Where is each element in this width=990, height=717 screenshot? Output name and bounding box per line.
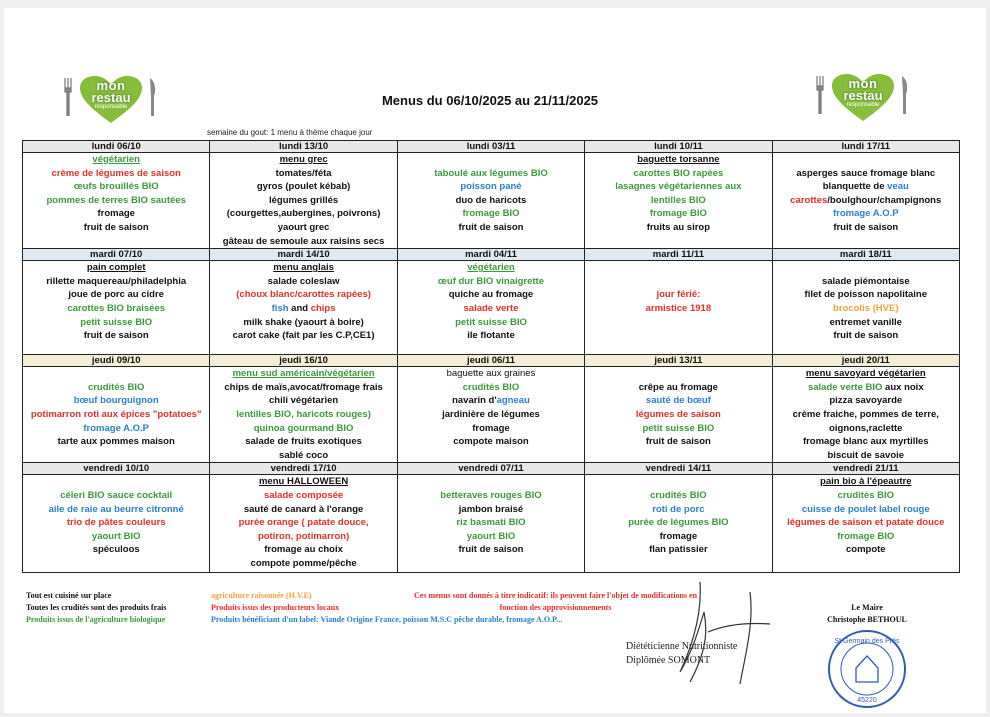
menu-item: roti de porc <box>652 503 705 515</box>
day-label: lundi 03/11 <box>397 141 584 153</box>
menu-item: carot cake (fait par les C.P,CE1) <box>232 330 375 342</box>
logo-right <box>816 74 910 122</box>
menu-item: potimarron roti aux épices "potatoes" <box>30 408 202 420</box>
menu-item: crudités BIO <box>837 489 895 501</box>
menu-item: potiron, potimarron) <box>257 530 350 542</box>
menu-item: fruit de saison <box>458 221 524 233</box>
page-title: Menus du 06/10/2025 au 21/11/2025 <box>381 93 599 108</box>
day-label: vendredi 14/11 <box>585 463 772 475</box>
menu-item: menu grec <box>279 154 328 165</box>
day-menu <box>397 367 584 463</box>
day-label: mardi 07/10 <box>23 249 210 261</box>
menu-item: yaourt grec <box>277 221 330 233</box>
menu-item: fruit de saison <box>833 221 899 233</box>
menu-item: tarte aux pommes maison <box>57 436 175 448</box>
menu-item: armistice 1918 <box>645 302 712 314</box>
menu-item: salade piémontaise <box>821 275 910 287</box>
logo-text-2: restau <box>843 88 883 103</box>
menu-item: cuisse de poulet label rouge <box>801 503 930 515</box>
day-label: mardi 14/10 <box>210 249 397 261</box>
dietitian-name: Diplômée SOMONT <box>626 655 711 666</box>
menu-item <box>774 194 958 208</box>
menu-item-part: navarin d' <box>452 395 497 407</box>
day-menu <box>397 475 584 573</box>
menu-item: quiche au fromage <box>448 289 534 301</box>
menu-item: fromage blanc aux myrtilles <box>802 436 929 448</box>
menu-item: crème fraiche, pommes de terre, <box>792 408 939 420</box>
day-label: mardi 18/11 <box>772 249 959 261</box>
day-menu-row <box>23 475 960 573</box>
menu-item: trio de pâtes couleurs <box>66 517 166 529</box>
legend-line: Toutes les crudités sont des produits frais <box>26 603 167 612</box>
menu-item: fromage BIO <box>649 208 707 220</box>
menu-item: tomates/féta <box>275 167 332 179</box>
legend-line: Produits issus de l'agriculture biologique <box>26 615 166 624</box>
day-menu <box>585 153 772 249</box>
menu-item: menu savoyard végétarien <box>805 368 926 380</box>
menu-item: petit suisse BIO <box>80 316 153 328</box>
day-menu <box>210 367 397 463</box>
menu-item: fromage BIO <box>462 208 520 220</box>
menu-item-part: /boulghour/champignons <box>827 194 942 206</box>
menu-item: fromage A.O.P <box>832 208 899 220</box>
menu-item: brocolis (HVE) <box>833 302 899 314</box>
day-label: mardi 11/11 <box>585 249 772 261</box>
menu-item-part: blanquette de <box>822 181 888 193</box>
menu-item: sauté de bœuf <box>645 395 711 407</box>
menu-item: légumes de saison <box>635 408 721 420</box>
menu-item: légumes grillés <box>269 194 339 206</box>
menu-item: duo de haricots <box>455 194 527 206</box>
menu-item: végétarien <box>467 262 515 274</box>
menu-item: betteraves rouges BIO <box>440 489 542 501</box>
menu-item: compote <box>845 544 886 556</box>
menu-item: fruit de saison <box>83 221 149 233</box>
menu-item <box>399 394 583 408</box>
menu-item: yaourt BIO <box>466 530 516 542</box>
menu-item-part: BIO <box>865 381 883 393</box>
menu-item: jardinière de légumes <box>442 408 540 420</box>
menu-item: asperges sauce fromage blanc <box>796 167 936 179</box>
svg-text:45220: 45220 <box>857 697 877 704</box>
menu-item: gyros (poulet kébab) <box>256 181 351 193</box>
menu-item <box>774 153 958 167</box>
day-header-row <box>23 355 960 367</box>
day-menu <box>23 475 210 573</box>
day-menu <box>210 261 397 355</box>
menu-item: sablé coco <box>279 449 329 461</box>
day-menu <box>210 153 397 249</box>
menu-item: pain complet <box>86 262 146 274</box>
day-menu <box>210 475 397 573</box>
menu-item: biscuit de savoie <box>827 449 905 461</box>
menu-item: végétarien <box>92 154 140 165</box>
day-menu <box>585 261 772 355</box>
day-menu <box>772 367 959 463</box>
menu-item: crème de légumes de saison <box>51 167 181 179</box>
day-header-row <box>23 141 960 153</box>
menu-item: fruit de saison <box>645 436 711 448</box>
menu-item: menu anglais <box>273 262 334 274</box>
menu-item: spéculoos <box>92 544 140 556</box>
menu-item-part: veau <box>887 181 909 193</box>
day-label: jeudi 20/11 <box>772 355 959 367</box>
menu-item: yaourt BIO <box>91 530 141 542</box>
menu-item: fruit de saison <box>833 330 899 342</box>
menu-item: menu HALLOWEEN <box>258 476 349 488</box>
menu-item-part: agneau <box>496 395 530 407</box>
menu-item: rillette maquereau/philadelphia <box>46 275 187 287</box>
menu-item: riz basmati BIO <box>456 517 526 529</box>
day-menu <box>585 367 772 463</box>
menu-item-part: salade verte <box>807 381 866 393</box>
menu-item: bœuf bourguignon <box>73 395 159 407</box>
menu-item: salade de fruits exotiques <box>245 436 362 448</box>
signature <box>650 572 830 692</box>
menu-item: purée de légumes BIO <box>628 517 729 529</box>
day-label: jeudi 09/10 <box>23 355 210 367</box>
menu-item: ile flotante <box>467 330 515 342</box>
day-menu-row <box>23 367 960 463</box>
menu-item: crudités BIO <box>462 381 520 393</box>
menu-item: fromage BIO <box>837 530 895 542</box>
menu-item: entremet vanille <box>829 316 902 328</box>
day-menu <box>772 153 959 249</box>
menu-item <box>774 180 958 194</box>
menu-item <box>24 475 208 489</box>
legend-line: fonction des approvisionnements <box>499 603 612 612</box>
menu-item: aile de raie au beurre citronné <box>48 503 184 515</box>
day-label: lundi 17/11 <box>772 141 959 153</box>
menu-item: fromage <box>97 208 135 220</box>
day-menu <box>23 367 210 463</box>
menu-item: taboulé aux légumes BIO <box>434 167 548 179</box>
menu-item <box>399 475 583 489</box>
day-menu-row <box>23 261 960 355</box>
menu-item <box>586 261 770 275</box>
menu-item: chili végétarien <box>269 395 339 407</box>
menu-item: lasagnes végétariennes aux <box>615 181 742 193</box>
menu-item-part: fish <box>271 302 289 314</box>
menu-item: petit suisse BIO <box>455 316 527 328</box>
page-subtitle: semaine du gout: 1 menu à thème chaque jour <box>207 128 373 137</box>
day-label: lundi 10/11 <box>585 141 772 153</box>
menu-item <box>211 302 395 316</box>
day-label: jeudi 16/10 <box>210 355 397 367</box>
day-label: jeudi 06/11 <box>397 355 584 367</box>
menu-item: salade coleslaw <box>267 275 340 287</box>
menu-item: sauté de canard à l'orange <box>243 503 364 515</box>
menu-item: fromage au choix <box>264 544 343 556</box>
menu-item: baguette torsanne <box>637 154 720 165</box>
menu-item: lentilles BIO <box>650 194 706 206</box>
menu-item-part: aux noix <box>882 381 924 393</box>
day-label: lundi 13/10 <box>210 141 397 153</box>
menu-item: (choux blanc/carottes rapées) <box>236 289 371 301</box>
logo-left <box>64 76 158 124</box>
menu-item: œuf dur BIO vinaigrette <box>437 275 545 287</box>
menu-item-part: carottes <box>790 194 828 206</box>
menu-item: jour férié: <box>656 289 701 301</box>
menu-item-part: chips <box>310 302 336 314</box>
day-label: jeudi 13/11 <box>585 355 772 367</box>
menu-item: fruit de saison <box>458 544 524 556</box>
logo-text-3: responsable <box>94 104 128 110</box>
menu-item <box>774 261 958 275</box>
menu-item: milk shake (yaourt à boire) <box>243 316 364 328</box>
dietitian-title: Diététicienne Nutritionniste <box>626 641 738 652</box>
day-menu <box>585 475 772 573</box>
day-label: vendredi 17/10 <box>210 463 397 475</box>
menu-item: poisson pané <box>460 181 522 193</box>
menu-item: salade verte <box>463 302 519 314</box>
menu-item <box>774 381 958 395</box>
day-menu <box>397 153 584 249</box>
menu-item: carottes BIO braisées <box>67 302 166 314</box>
day-label: vendredi 07/11 <box>397 463 584 475</box>
legend-line: agriculture raisonnée (H.V.E) <box>211 591 312 600</box>
day-label: vendredi 10/10 <box>23 463 210 475</box>
legend-line: Produits bénéficiant d'un label: Viande Origine France, poisson M.S.C pêche durable, fromage A.O.P... <box>211 615 563 624</box>
day-menu <box>397 261 584 355</box>
menu-item: compote maison <box>453 436 529 448</box>
day-header-row <box>23 249 960 261</box>
day-label: vendredi 21/11 <box>772 463 959 475</box>
mayor-title: Le Maire <box>851 603 883 612</box>
menu-item: fromage <box>472 422 510 434</box>
menu-item <box>586 367 770 381</box>
day-menu <box>23 153 210 249</box>
legend-line: Tout est cuisiné sur place <box>26 591 112 600</box>
menu-item: fromage A.O.P <box>83 422 150 434</box>
menu-item: flan patissier <box>649 544 708 556</box>
legend-left <box>26 590 166 626</box>
menu-item: crudités BIO <box>650 489 707 501</box>
day-label: lundi 06/10 <box>23 141 210 153</box>
menu-item: quinoa gourmand BIO <box>253 422 354 434</box>
menu-item <box>586 275 770 289</box>
menu-item: jambon braisé <box>458 503 524 515</box>
menu-item: pizza savoyarde <box>829 395 903 407</box>
day-menu <box>772 261 959 355</box>
menu-item: crêpe au fromage <box>638 381 718 393</box>
menu-item: petit suisse BIO <box>642 422 715 434</box>
menu-item: crudités BIO <box>87 381 145 393</box>
menu-item: (courgettes,aubergines, poivrons) <box>226 208 381 220</box>
menu-item: céleri BIO sauce cocktail <box>60 489 173 501</box>
menu-item <box>24 367 208 381</box>
menu-item: menu sud américain/végétarien <box>232 368 375 380</box>
menu-item: salade composée <box>263 489 344 501</box>
day-header-row <box>23 463 960 475</box>
menu-item <box>586 475 770 489</box>
menu-item-part: and <box>288 302 311 314</box>
menu-item: oignons,raclette <box>829 422 903 434</box>
legend-line: Produits issus des producteurs locaux <box>211 603 340 612</box>
menu-item: fruit de saison <box>83 330 149 342</box>
menu-item: baguette aux graines <box>446 368 536 380</box>
legend-line: Ces menus sont donnés à titre indicatif: ils peuvent faire l'objet de modifications en <box>414 591 698 600</box>
menu-item: gâteau de semoule aux raisins secs <box>222 235 385 247</box>
town-stamp <box>826 628 908 710</box>
menu-item: compote pomme/pêche <box>250 557 357 569</box>
menu-item: fromage <box>659 530 698 542</box>
menu-item: joue de porc au cidre <box>68 289 164 301</box>
day-label: mardi 04/11 <box>397 249 584 261</box>
menu-item: pommes de terres BIO sautées <box>46 194 186 206</box>
day-menu <box>23 261 210 355</box>
day-menu-row <box>23 153 960 249</box>
menu-item: légumes de saison et patate douce <box>787 517 945 529</box>
menu-item: chips de maïs,avocat/fromage frais <box>224 381 383 393</box>
menu-item: carottes BIO rapées <box>633 167 724 179</box>
menu-item: œufs brouillés BIO <box>73 181 159 193</box>
logo-text-3: responsable <box>846 102 880 108</box>
menu-item: pain bio à l'épeautre <box>820 476 912 488</box>
menu-item: filet de poisson napolitaine <box>804 289 928 301</box>
menu-item: lentilles BIO, haricots rouges) <box>236 408 371 420</box>
logo-text-1: mon <box>848 76 878 91</box>
svg-text:St Germain des Prés: St Germain des Prés <box>834 638 900 645</box>
menu-table <box>22 140 960 573</box>
logo-text-1: mon <box>96 78 126 93</box>
menu-item: fruits au sirop <box>646 221 711 233</box>
logo-text-2: restau <box>91 90 131 105</box>
day-menu <box>772 475 959 573</box>
menu-item: purée orange ( patate douce, <box>238 517 369 529</box>
menu-item <box>399 153 583 167</box>
mayor-name: Christophe BETHOUL <box>827 615 907 624</box>
